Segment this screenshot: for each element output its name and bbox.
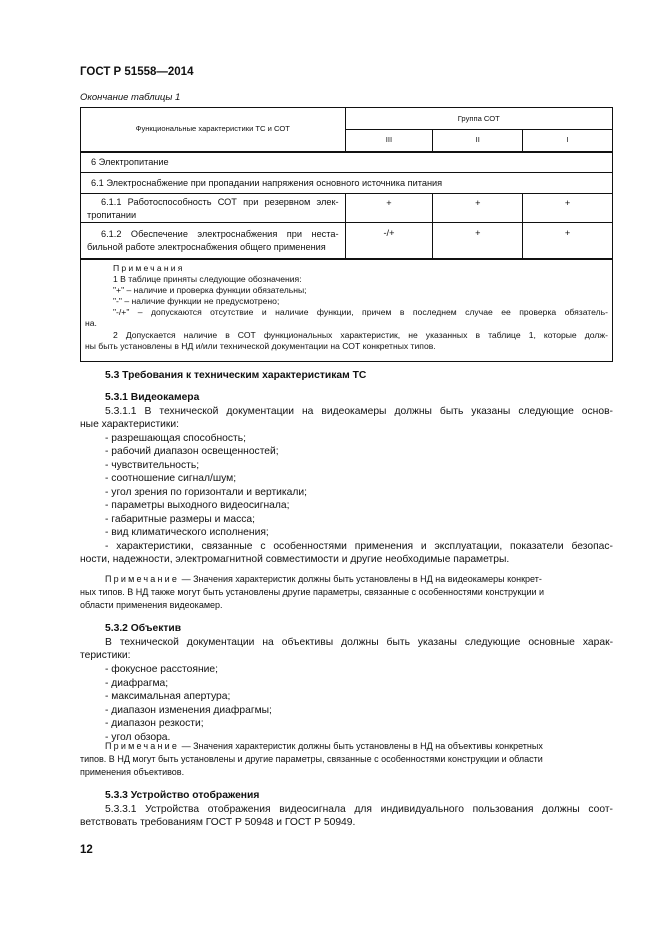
paragraph-line: В технической документации на объективы должны быть указаны следующие основные харак- [105, 637, 613, 648]
paragraph-line: 5.3.3.1 Устройства отображения видеосигнала для индивидуального пользования должны соот- [105, 804, 613, 815]
page-number: 12 [80, 844, 93, 856]
note-line: ных типов. В НД также могут быть установлены другие параметры, связанные с особенностями конструкции и [80, 587, 545, 597]
note-line: области применения видеокамер. [80, 600, 223, 610]
table-caption: Окончание таблицы 1 [80, 92, 181, 103]
cell-value: -/+ [345, 223, 433, 259]
row-text: бильной работе электроснабжения общего применения [87, 241, 326, 252]
list-item: - угол обзора. [105, 732, 171, 743]
note [105, 573, 613, 585]
group-col: I [523, 130, 613, 152]
col-header: Функциональные характеристики ТС и СОТ [81, 108, 346, 152]
list-item: - диапазон резкости; [105, 718, 204, 729]
note-line: 2 Допускается наличие в СОТ функциональных характеристик, не указанных в таблице 1, которые долж- [113, 329, 608, 340]
note-line: "-/+" – допускаются отсутствие и наличие функции, причем в последнем случае ее проверка обязатель- [113, 307, 608, 318]
group-header: Группа СОТ [345, 108, 612, 130]
list-item: - фокусное расстояние; [105, 664, 218, 675]
list-item: - характеристики, связанные с особенностями применения и эксплуатации, показатели безопас- [105, 541, 613, 552]
list-item: - рабочий диапазон освещенностей; [105, 446, 279, 457]
note-line: 1 В таблице приняты следующие обозначения: [113, 273, 302, 284]
paragraph-line: ветствовать требованиям ГОСТ Р 50948 и ГОСТ Р 50949. [80, 817, 356, 828]
list-item: - диафрагма; [105, 678, 169, 689]
list-item: - чувствительность; [105, 460, 200, 471]
note-label: Примечание [105, 574, 180, 584]
section-heading: 5.3 Требования к техническим характеристикам ТС [105, 370, 367, 381]
cell-value: + [345, 194, 433, 223]
cell-value: + [523, 194, 613, 223]
list-item: - вид климатического исполнения; [105, 527, 269, 538]
row-text: 6.1.2 Обеспечение электроснабжения при неста- [101, 228, 339, 239]
row-text: 6.1.1 Работоспособность СОТ при резервном элек- [101, 196, 339, 207]
subsection-row: 6.1 Электроснабжение при пропадании напряжения основного источника питания [81, 173, 613, 194]
list-item: - соотношение сигнал/шум; [105, 473, 237, 484]
paragraph-line: 5.3.1.1 В технической документации на видеокамеры должны быть указаны следующие основ- [105, 406, 613, 417]
document-id: ГОСТ Р 51558—2014 [80, 66, 194, 78]
list-item: - разрешающая способность; [105, 433, 246, 444]
note-line: типов. В НД могут быть установлены и другие параметры, связанные с особенностями конструкции и области [80, 754, 543, 764]
list-item: - максимальная апертура; [105, 691, 231, 702]
subsection-heading: 5.3.3 Устройство отображения [105, 790, 260, 801]
notes-title: Примечания [113, 262, 185, 273]
characteristics-table [80, 107, 613, 362]
note-text: — Значения характеристик должны быть установлены в НД на объективы конкретных [179, 741, 543, 751]
note-label: Примечание [105, 741, 180, 751]
subsection-heading: 5.3.1 Видеокамера [105, 392, 200, 403]
paragraph-line: ные характеристики: [80, 419, 180, 430]
table-notes [81, 259, 613, 362]
paragraph-line: теристики: [80, 650, 131, 661]
list-item: ности, надежности, электромагнитной совместимости и другие необходимые параметры. [80, 554, 510, 565]
note-line: "-" – наличие функции не предусмотрено; [113, 296, 280, 307]
group-col: II [433, 130, 523, 152]
note-line: "+" – наличие и проверка функции обязательны; [113, 284, 307, 295]
list-item: - габаритные размеры и масса; [105, 514, 255, 525]
note [105, 740, 613, 752]
section-row: 6 Электропитание [81, 152, 613, 173]
note-line: ны быть установлены в НД и/или технической документации на СОТ конкретных типов. [85, 340, 436, 351]
list-item: - параметры выходного видеосигнала; [105, 500, 290, 511]
note-text: — Значения характеристик должны быть установлены в НД на видеокамеры конкрет- [179, 574, 542, 584]
cell-value: + [433, 223, 523, 259]
group-col: III [345, 130, 433, 152]
subsection-heading: 5.3.2 Объектив [105, 623, 182, 634]
cell-value: + [433, 194, 523, 223]
list-item: - угол зрения по горизонтали и вертикали; [105, 487, 307, 498]
note-line: на. [85, 318, 97, 329]
list-item: - диапазон изменения диафрагмы; [105, 705, 272, 716]
cell-value: + [523, 223, 613, 259]
note-line: применения объективов. [80, 767, 185, 777]
table-row [81, 194, 613, 223]
row-text: тропитании [87, 209, 137, 220]
table-row [81, 223, 613, 259]
